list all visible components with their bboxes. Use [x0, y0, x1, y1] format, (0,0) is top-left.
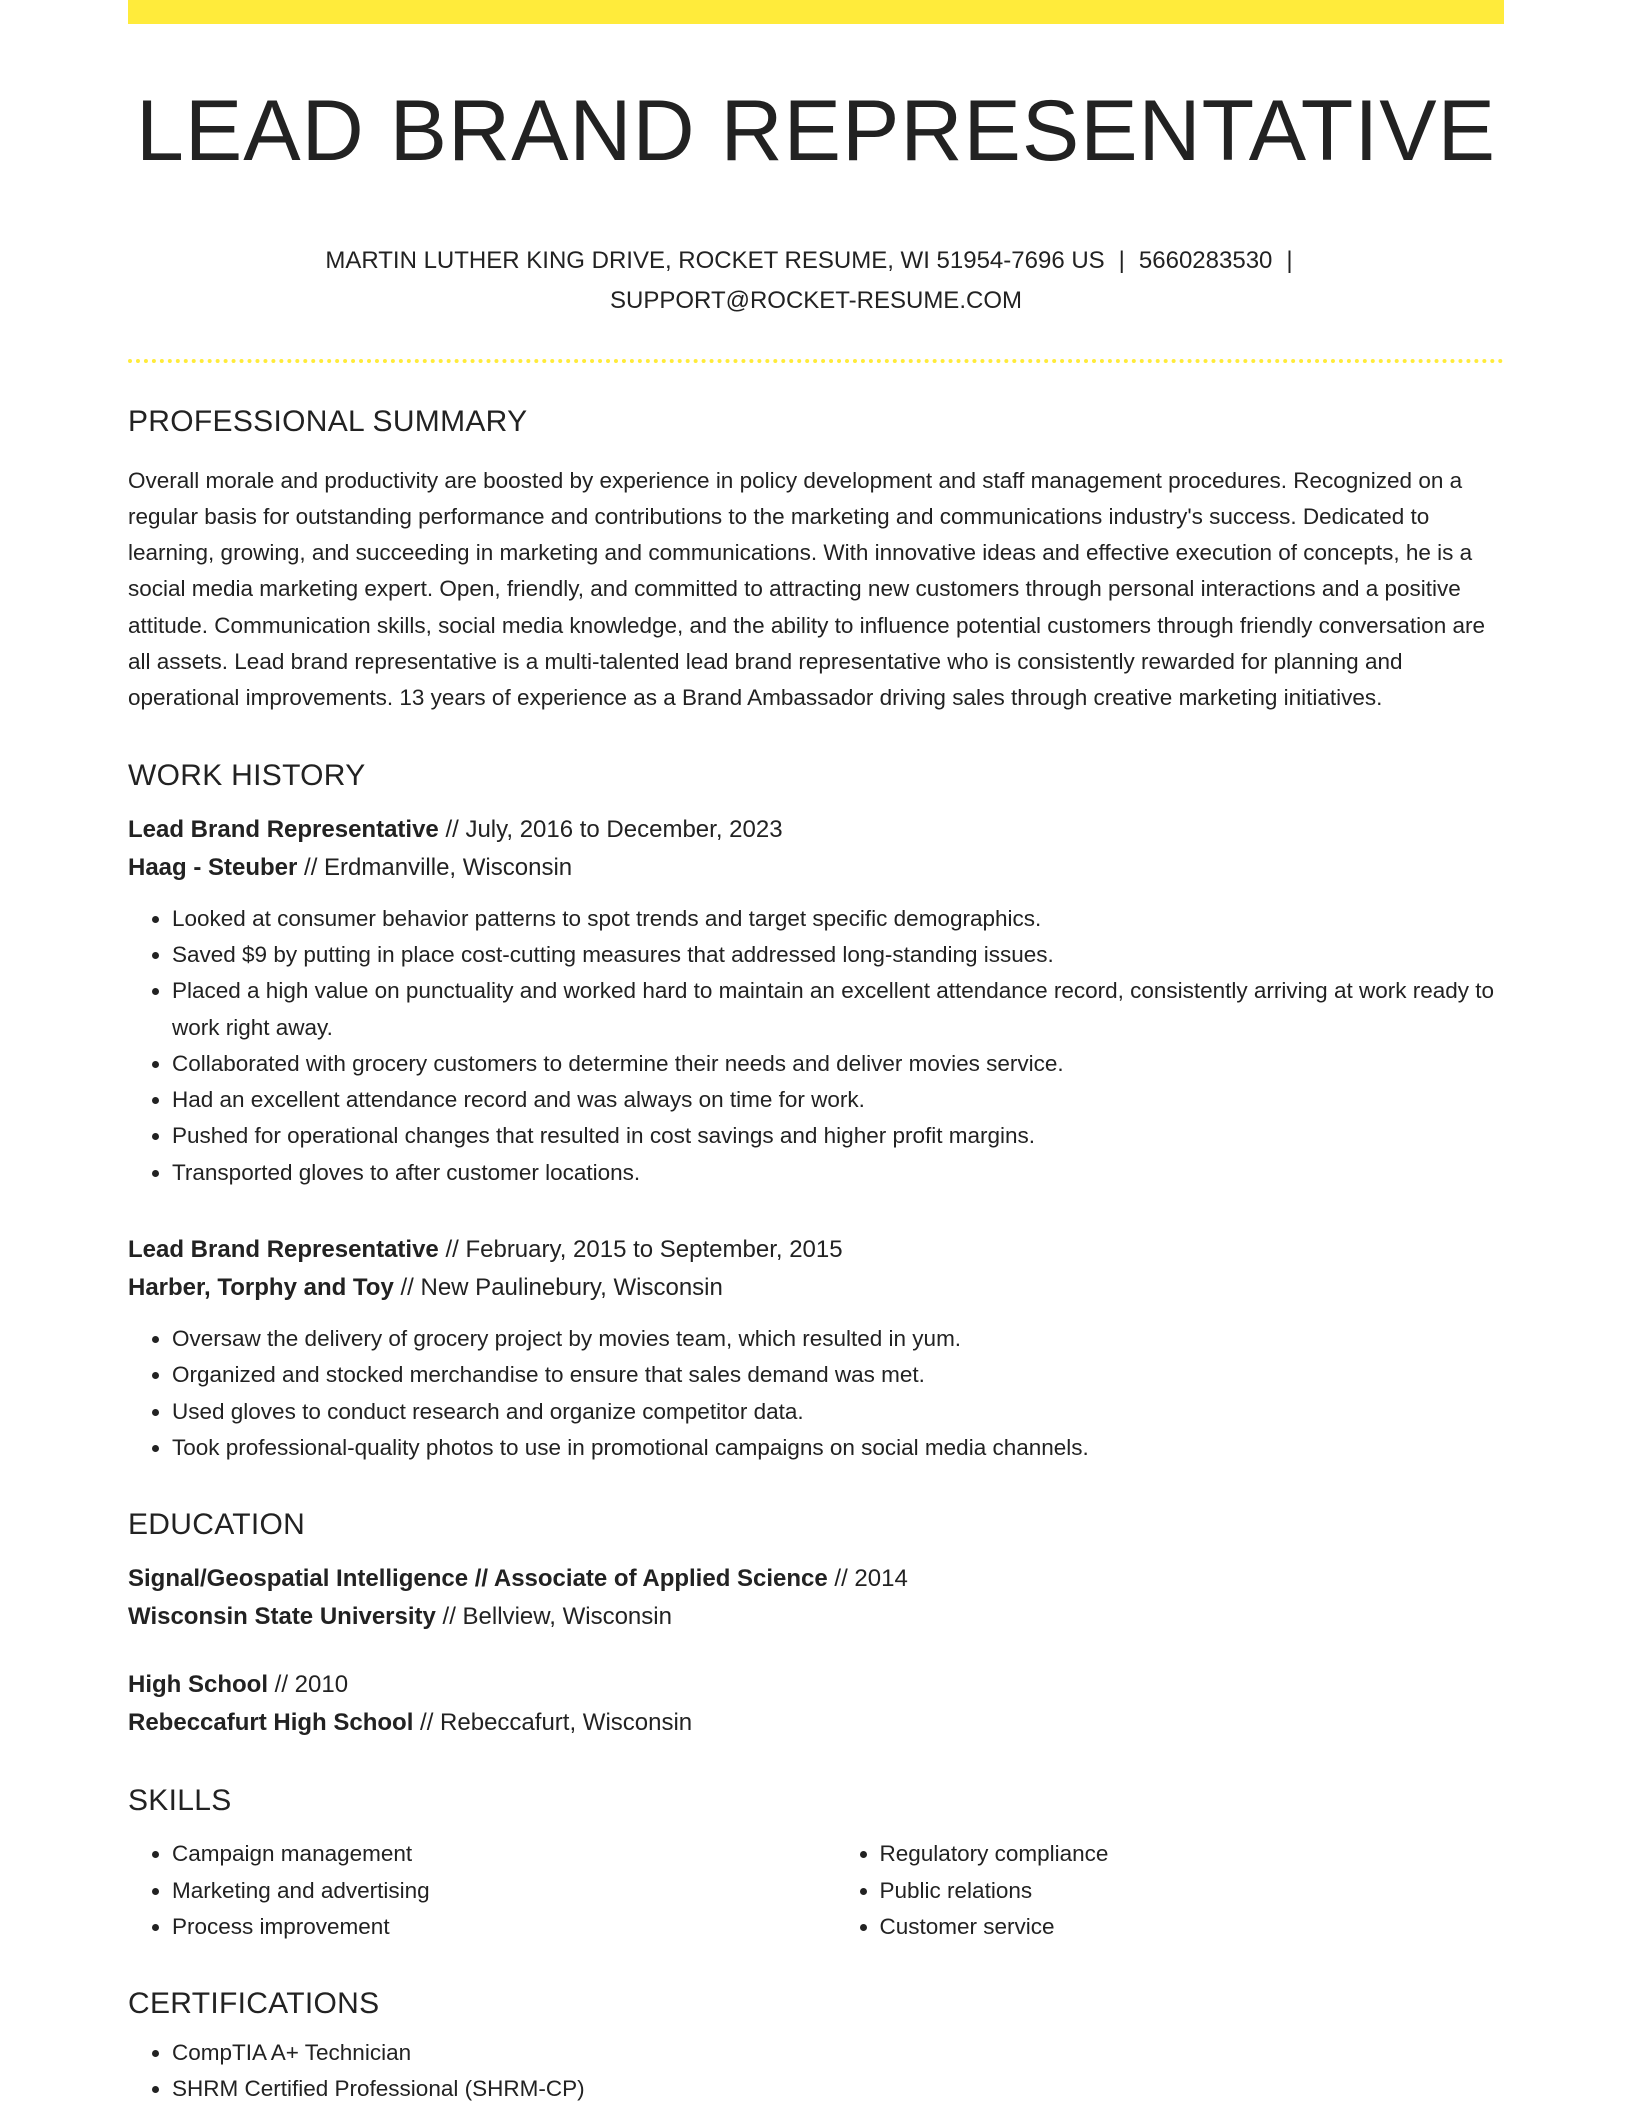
education-degree-line — [128, 1666, 1504, 1704]
education-degree-line — [128, 1560, 1504, 1598]
phone: 5660283530 — [1138, 246, 1273, 274]
skills-list — [128, 1836, 1504, 1945]
accent-bar — [128, 0, 1504, 24]
contact-info — [128, 241, 1504, 321]
education-entry — [128, 1666, 1504, 1742]
list-item: • Organized and stocked merchandise to ensure that sales demand was met. — [172, 1357, 1504, 1393]
job-bullets — [128, 901, 1504, 1191]
education-year: // 2014 — [834, 1565, 908, 1593]
address: MARTIN LUTHER KING DRIVE, ROCKET RESUME, WI 51954-7696 US — [325, 246, 1105, 274]
job-dates: // February, 2015 to September, 2015 — [445, 1236, 843, 1264]
section-title-certifications: CERTIFICATIONS — [128, 1987, 380, 2021]
education-school-line — [128, 1598, 1504, 1636]
job-role: Lead Brand Representative — [128, 815, 439, 843]
section-title-skills: SKILLS — [128, 1784, 232, 1818]
job-location: // New Paulinebury, Wisconsin — [400, 1274, 723, 1302]
separator: | — [1286, 246, 1293, 274]
list-item: • Public relations — [880, 1873, 1504, 1909]
list-item: • SHRM Certified Professional (SHRM-CP) — [172, 2071, 1504, 2107]
education-location: // Rebeccafurt, Wisconsin — [420, 1709, 693, 1737]
skills-column-right — [836, 1836, 1504, 1945]
resume-page — [128, 0, 1504, 2108]
section-title-summary: PROFESSIONAL SUMMARY — [128, 404, 528, 438]
job-dates: // July, 2016 to December, 2023 — [445, 815, 783, 843]
dotted-divider — [128, 359, 1504, 363]
job-bullets — [128, 1321, 1504, 1466]
list-item: • Collaborated with grocery customers to determine their needs and deliver movies service. — [172, 1046, 1504, 1082]
list-item: • Took professional-quality photos to use in promotional campaigns on social media channels. — [172, 1430, 1504, 1466]
list-item: • Pushed for operational changes that resulted in cost savings and higher profit margins. — [172, 1118, 1504, 1154]
separator: | — [1118, 246, 1125, 274]
summary-text: Overall morale and productivity are boosted by experience in policy development and staff management procedures. Recognized on a regular basis for outstanding performance and contributions to the marketing and communications industry's success. Dedicated to learning, growing, and succeeding in marketing and communications. With innovative ideas and effective execution of concepts, he is a social media marketing expert. Open, friendly, and committed to attracting new customers through personal interactions and a positive attitude. Communication skills, social media knowledge, and the ability to influence potential customers through friendly conversation are all assets. Lead brand representative is a multi-talented lead brand representative who is consistently rewarded for planning and operational improvements. 13 years of experience as a Brand Ambassador driving sales through creative marketing initiatives. — [128, 467, 1485, 711]
job-entry — [128, 1231, 1504, 1466]
list-item: • Had an excellent attendance record and was always on time for work. — [172, 1082, 1504, 1118]
job-title-line — [128, 811, 1504, 849]
job-company: Harber, Torphy and Toy — [128, 1274, 394, 1302]
job-company-line — [128, 1269, 1504, 1307]
skills-column-left — [128, 1836, 836, 1945]
list-item: • CompTIA A+ Technician — [172, 2035, 1504, 2071]
section-title-work-history: WORK HISTORY — [128, 758, 366, 792]
education-school: Wisconsin State University — [128, 1603, 436, 1631]
list-item: • Process improvement — [172, 1909, 836, 1945]
job-company: Haag - Steuber — [128, 853, 298, 881]
email: SUPPORT@ROCKET-RESUME.COM — [610, 286, 1022, 314]
list-item: • Looked at consumer behavior patterns to spot trends and target specific demographics. — [172, 901, 1504, 937]
list-item: • Marketing and advertising — [172, 1873, 836, 1909]
list-item: • Transported gloves to after customer locations. — [172, 1155, 1504, 1191]
list-item: • Customer service — [880, 1909, 1504, 1945]
list-item: • Regulatory compliance — [880, 1836, 1504, 1872]
resume-name: LEAD BRAND REPRESENTATIVE — [136, 83, 1496, 179]
education-year: // 2010 — [274, 1671, 349, 1699]
education-school-line — [128, 1704, 1504, 1742]
education-degree: High School — [128, 1671, 268, 1699]
list-item: • Campaign management — [172, 1836, 836, 1872]
education-entry — [128, 1560, 1504, 1636]
education-location: // Bellview, Wisconsin — [442, 1603, 672, 1631]
education-school: Rebeccafurt High School — [128, 1709, 414, 1737]
job-title-line — [128, 1231, 1504, 1269]
job-company-line — [128, 849, 1504, 887]
job-entry — [128, 811, 1504, 1191]
certifications-list — [128, 2035, 1504, 2108]
list-item: • Saved $9 by putting in place cost-cutting measures that addressed long-standing issues. — [172, 937, 1504, 973]
job-role: Lead Brand Representative — [128, 1236, 439, 1264]
list-item: • Placed a high value on punctuality and worked hard to maintain an excellent attendance record, consistently arriving at work ready to work right away. — [172, 973, 1504, 1046]
job-location: // Erdmanville, Wisconsin — [304, 853, 573, 881]
education-degree: Signal/Geospatial Intelligence // Associate of Applied Science — [128, 1565, 828, 1593]
list-item: • Oversaw the delivery of grocery project by movies team, which resulted in yum. — [172, 1321, 1504, 1357]
list-item: • Used gloves to conduct research and organize competitor data. — [172, 1394, 1504, 1430]
section-title-education: EDUCATION — [128, 1508, 306, 1542]
